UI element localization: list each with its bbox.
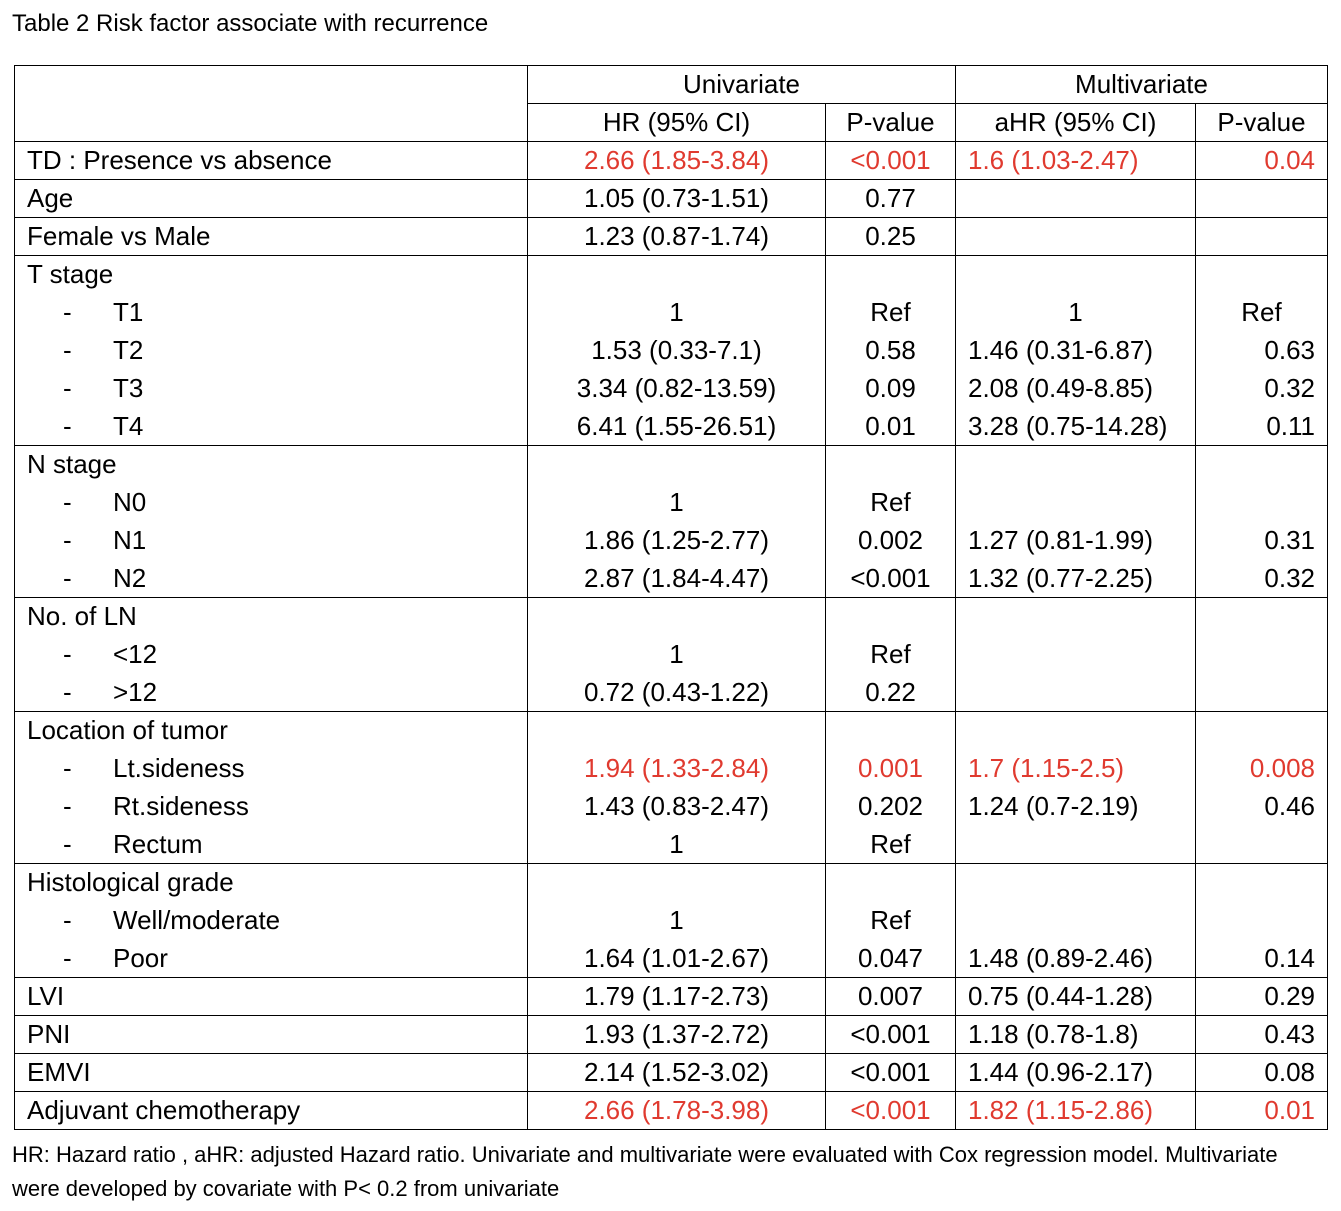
row-label [15,788,528,826]
p-value-cell [826,598,956,636]
p-value-cell: <0.001 [826,142,956,180]
table-row [15,560,1328,598]
variable-label: N2 [113,562,147,593]
table-footnote: HR: Hazard ratio , aHR: adjusted Hazard ratio. Univariate and multivariate were evaluated with Cox regression model. Multivariate were developed by covariate with P< 0.2 from univariate [12,1142,1278,1201]
hr-ci-header: HR (95% CI) [528,104,826,142]
header-blank-cell [15,66,528,142]
multivariate-header: Multivariate [956,66,1328,104]
ahr-cell [956,864,1196,902]
list-dash: - [63,373,72,403]
p-value-cell [826,256,956,294]
p-value-cell: 0.002 [826,522,956,560]
adjusted-p-value-cell [1196,180,1328,218]
hr-cell: 1.94 (1.33-2.84) [528,750,826,788]
p-value-multivariate-header: P-value [1196,104,1328,142]
variable-label: T1 [113,297,144,327]
variable-label: N0 [113,487,147,517]
list-dash: - [63,562,72,593]
hr-cell: 6.41 (1.55-26.51) [528,408,826,446]
row-label [15,750,528,788]
variable-label: LVI [27,981,65,1011]
variable-label: Rt.sideness [113,791,249,821]
hr-cell: 1.53 (0.33-7.1) [528,332,826,370]
row-label [15,522,528,560]
adjusted-p-value-cell [1196,674,1328,712]
variable-label: Rectum [113,828,203,859]
table-row [15,902,1328,940]
group-label: N stage [27,449,117,480]
adjusted-p-value-cell: 0.008 [1196,750,1328,788]
row-label [15,826,528,864]
p-value-cell: 0.047 [826,940,956,978]
row-label [15,180,528,218]
hr-cell [528,712,826,750]
p-value-cell: <0.001 [826,1054,956,1092]
row-label [15,484,528,522]
p-value-cell: 0.77 [826,180,956,218]
variable-label: Adjuvant chemotherapy [27,1095,301,1125]
header-row-groups [15,66,1328,104]
variable-label: T4 [113,410,144,441]
hr-cell: 2.14 (1.52-3.02) [528,1054,826,1092]
p-value-cell: Ref [826,484,956,522]
variable-label: >12 [113,676,158,707]
ahr-cell: 1.46 (0.31-6.87) [956,332,1196,370]
hr-cell [528,256,826,294]
ahr-cell [956,256,1196,294]
hr-cell: 1 [528,902,826,940]
hr-cell: 1.93 (1.37-2.72) [528,1016,826,1054]
hr-cell: 1.05 (0.73-1.51) [528,180,826,218]
row-label [15,940,528,978]
adjusted-p-value-cell: 0.32 [1196,560,1328,598]
adjusted-p-value-cell: 0.46 [1196,788,1328,826]
ahr-cell [956,484,1196,522]
hr-cell: 1.43 (0.83-2.47) [528,788,826,826]
p-value-cell: 0.01 [826,408,956,446]
list-dash: - [63,335,72,365]
table-row [15,788,1328,826]
ahr-ci-header: aHR (95% CI) [956,104,1196,142]
ahr-cell [956,218,1196,256]
variable-label: Poor [113,942,168,973]
variable-label: EMVI [27,1057,91,1087]
ahr-cell: 1.18 (0.78-1.8) [956,1016,1196,1054]
p-value-cell [826,446,956,484]
p-value-cell: 0.202 [826,788,956,826]
ahr-cell [956,446,1196,484]
adjusted-p-value-cell: 0.14 [1196,940,1328,978]
row-label [15,560,528,598]
row-label [15,978,528,1016]
row-label [15,636,528,674]
list-dash: - [63,410,72,441]
table-row [15,1016,1328,1054]
ahr-cell: 1.7 (1.15-2.5) [956,750,1196,788]
list-dash: - [63,525,72,555]
row-label [15,218,528,256]
variable-label: <12 [113,639,158,669]
ahr-cell: 1.32 (0.77-2.25) [956,560,1196,598]
table-row [15,370,1328,408]
table-row [15,256,1328,294]
p-value-cell [826,864,956,902]
row-label [15,142,528,180]
adjusted-p-value-cell [1196,256,1328,294]
adjusted-p-value-cell [1196,218,1328,256]
ahr-cell [956,826,1196,864]
list-dash: - [63,639,72,669]
adjusted-p-value-cell: 0.04 [1196,142,1328,180]
table-row [15,294,1328,332]
univariate-header: Univariate [528,66,956,104]
ahr-cell [956,598,1196,636]
risk-factor-table [14,65,1328,1130]
row-label [15,902,528,940]
p-value-cell: <0.001 [826,1016,956,1054]
hr-cell: 2.87 (1.84-4.47) [528,560,826,598]
hr-cell: 1 [528,636,826,674]
hr-cell: 1 [528,484,826,522]
variable-label: T3 [113,373,144,403]
variable-label: Lt.sideness [113,753,245,783]
adjusted-p-value-cell [1196,826,1328,864]
variable-label: TD : Presence vs absence [27,145,332,175]
hr-cell [528,446,826,484]
p-value-cell: <0.001 [826,1092,956,1130]
p-value-cell: 0.001 [826,750,956,788]
adjusted-p-value-cell: 0.32 [1196,370,1328,408]
list-dash: - [63,487,72,517]
p-value-cell: 0.25 [826,218,956,256]
hr-cell: 3.34 (0.82-13.59) [528,370,826,408]
adjusted-p-value-cell [1196,864,1328,902]
table-row [15,408,1328,446]
ahr-cell [956,674,1196,712]
row-label [15,446,528,484]
table-row [15,674,1328,712]
p-value-cell: 0.007 [826,978,956,1016]
ahr-cell [956,636,1196,674]
row-label [15,256,528,294]
table-row [15,142,1328,180]
table-row [15,218,1328,256]
table-row [15,864,1328,902]
adjusted-p-value-cell: 0.63 [1196,332,1328,370]
table-row [15,712,1328,750]
variable-label: T2 [113,335,144,365]
table-row [15,1054,1328,1092]
p-value-cell: Ref [826,636,956,674]
p-value-cell: 0.09 [826,370,956,408]
p-value-cell: Ref [826,294,956,332]
list-dash: - [63,828,72,859]
row-label [15,598,528,636]
group-label: T stage [27,259,114,290]
ahr-cell: 0.75 (0.44-1.28) [956,978,1196,1016]
table-row [15,978,1328,1016]
row-label [15,1054,528,1092]
table-row [15,446,1328,484]
adjusted-p-value-cell [1196,446,1328,484]
list-dash: - [63,676,72,707]
row-label [15,1092,528,1130]
hr-cell: 1 [528,826,826,864]
p-value-cell: 0.22 [826,674,956,712]
ahr-cell: 3.28 (0.75-14.28) [956,408,1196,446]
hr-cell: 1.79 (1.17-2.73) [528,978,826,1016]
adjusted-p-value-cell: 0.43 [1196,1016,1328,1054]
hr-cell: 2.66 (1.78-3.98) [528,1092,826,1130]
variable-label: Age [27,183,74,213]
adjusted-p-value-cell: 0.31 [1196,522,1328,560]
adjusted-p-value-cell [1196,484,1328,522]
row-label [15,712,528,750]
row-label [15,674,528,712]
adjusted-p-value-cell: Ref [1196,294,1328,332]
table-row [15,180,1328,218]
ahr-cell: 1.82 (1.15-2.86) [956,1092,1196,1130]
table-row [15,1092,1328,1130]
table-row [15,750,1328,788]
row-label [15,370,528,408]
row-label [15,294,528,332]
list-dash: - [63,905,72,935]
hr-cell: 2.66 (1.85-3.84) [528,142,826,180]
ahr-cell [956,712,1196,750]
group-label: Histological grade [27,867,234,898]
p-value-cell: <0.001 [826,560,956,598]
list-dash: - [63,942,72,973]
table-row [15,522,1328,560]
adjusted-p-value-cell [1196,636,1328,674]
group-label: Location of tumor [27,715,228,746]
variable-label: Well/moderate [113,905,281,935]
hr-cell: 1.64 (1.01-2.67) [528,940,826,978]
table-row [15,332,1328,370]
hr-cell: 1 [528,294,826,332]
adjusted-p-value-cell: 0.08 [1196,1054,1328,1092]
ahr-cell: 1.6 (1.03-2.47) [956,142,1196,180]
table-row [15,636,1328,674]
adjusted-p-value-cell: 0.11 [1196,408,1328,446]
row-label [15,332,528,370]
table-caption: Table 2 Risk factor associate with recurrence [12,10,489,37]
hr-cell: 1.86 (1.25-2.77) [528,522,826,560]
p-value-cell [826,712,956,750]
hr-cell [528,864,826,902]
ahr-cell: 1.44 (0.96-2.17) [956,1054,1196,1092]
ahr-cell: 1.24 (0.7-2.19) [956,788,1196,826]
ahr-cell [956,180,1196,218]
table-row [15,826,1328,864]
adjusted-p-value-cell [1196,598,1328,636]
variable-label: N1 [113,525,147,555]
row-label [15,864,528,902]
table-row [15,484,1328,522]
row-label [15,1016,528,1054]
hr-cell: 0.72 (0.43-1.22) [528,674,826,712]
hr-cell [528,598,826,636]
list-dash: - [63,753,72,783]
ahr-cell: 2.08 (0.49-8.85) [956,370,1196,408]
ahr-cell: 1.27 (0.81-1.99) [956,522,1196,560]
adjusted-p-value-cell: 0.01 [1196,1092,1328,1130]
ahr-cell: 1.48 (0.89-2.46) [956,940,1196,978]
table-row [15,940,1328,978]
variable-label: Female vs Male [27,221,211,251]
list-dash: - [63,297,72,327]
p-value-cell: 0.58 [826,332,956,370]
table-row [15,598,1328,636]
adjusted-p-value-cell: 0.29 [1196,978,1328,1016]
adjusted-p-value-cell [1196,712,1328,750]
ahr-cell [956,902,1196,940]
p-value-cell: Ref [826,826,956,864]
hr-cell: 1.23 (0.87-1.74) [528,218,826,256]
p-value-cell: Ref [826,902,956,940]
row-label [15,408,528,446]
ahr-cell: 1 [956,294,1196,332]
p-value-univariate-header: P-value [826,104,956,142]
group-label: No. of LN [27,601,137,632]
variable-label: PNI [27,1019,71,1049]
adjusted-p-value-cell [1196,902,1328,940]
list-dash: - [63,791,72,821]
